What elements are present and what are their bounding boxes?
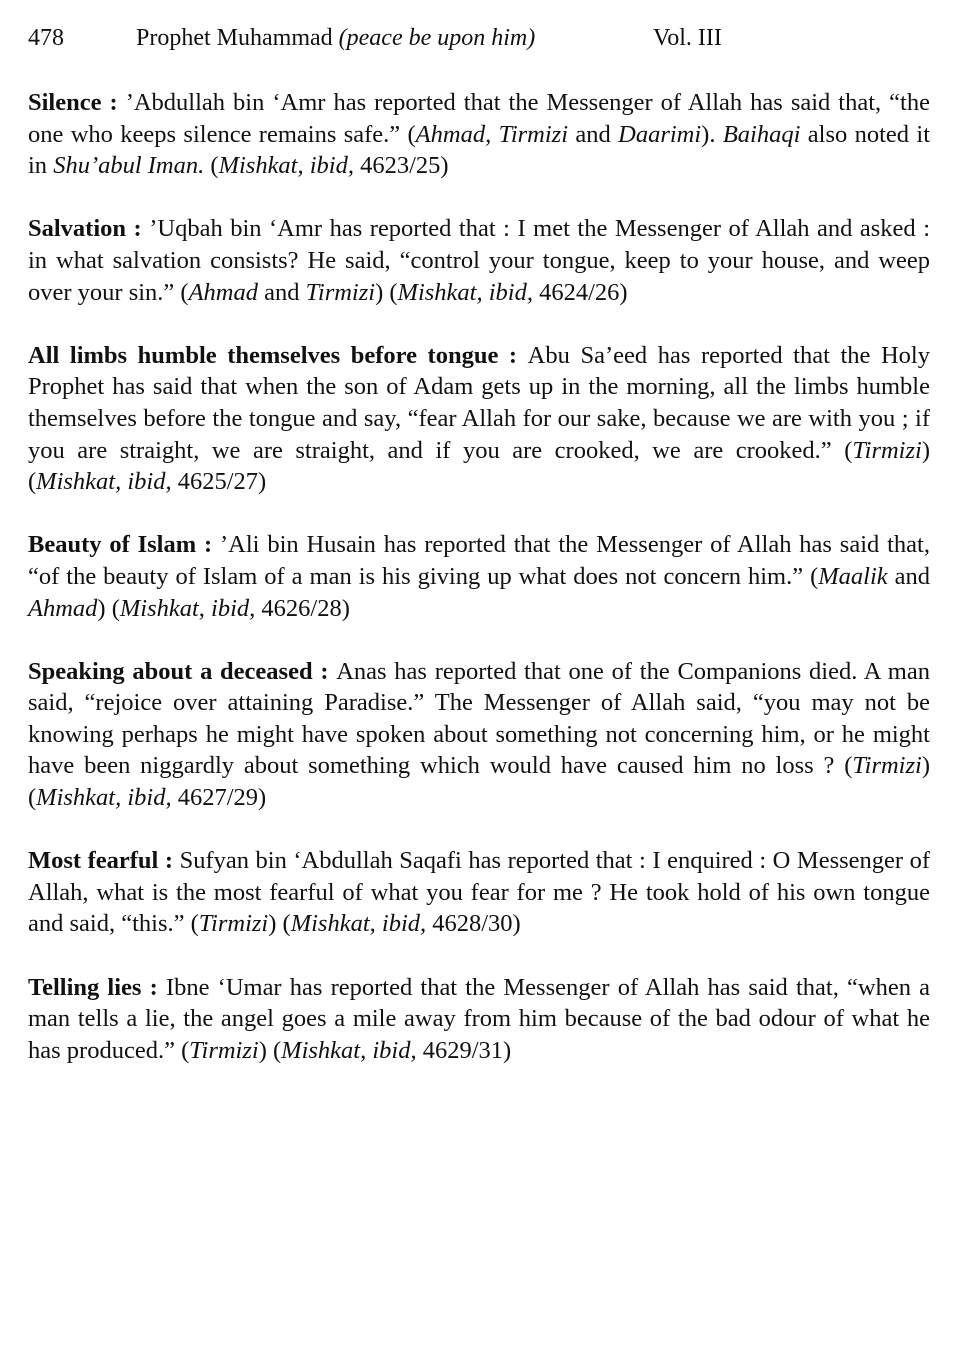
body-text: 4629/31) — [416, 1036, 512, 1064]
body-text: ) ( — [268, 910, 291, 938]
citation-text: Tirmizi — [198, 910, 269, 938]
book-page — [28, 18, 930, 1098]
body-text: ) ( — [28, 752, 930, 812]
entry-speaking-about-deceased — [28, 656, 930, 814]
citation-text: Ahmad, Tirmizi — [415, 120, 569, 148]
citation-text: Tirmizi — [852, 752, 922, 780]
citation-text: Mishkat, ibid, — [36, 468, 172, 496]
body-text: and — [887, 562, 930, 590]
citation-text: Tirmizi — [852, 436, 922, 464]
body-text: ) ( — [375, 278, 398, 306]
entry-heading: Beauty of Islam : — [28, 531, 221, 559]
body-text: 4625/27) — [171, 468, 267, 496]
running-header — [28, 18, 930, 58]
book-title — [136, 18, 535, 58]
body-text: Sufyan bin ‘Abdullah Saqafi has reported that : I enquired : O Messenger of Allah, what is the most fearful of what you fear for me ? He took hold of his own tongue and said, “this.” ( — [28, 847, 930, 938]
entry-heading: Most fearful : — [28, 847, 180, 875]
entry-beauty-of-islam — [28, 529, 930, 624]
body-text: 4624/26) — [532, 278, 628, 306]
body-text: ) ( — [258, 1036, 282, 1064]
entry-heading: Silence : — [28, 89, 126, 116]
body-text: and — [568, 120, 619, 148]
body-text: also noted it in — [28, 120, 931, 180]
body-text: ’Uqbah bin ‘Amr has reported that : I met the Messenger of Allah and asked : in what salvation consists? He said, “control your tongue, keep to your house, and weep over your sin.” ( — [28, 215, 931, 306]
entry-heading: Salvation : — [28, 215, 150, 243]
entry-telling-lies — [28, 972, 930, 1067]
citation-text: Daarimi — [618, 120, 702, 148]
citation-text: Mishkat, ibid, — [281, 1036, 417, 1064]
body-text: Abu Sa’eed has reported that the Holy Prophet has said that when the son of Adam gets up in the morning, all the limbs humble themselves before the tongue and say, “fear Allah for our sake, because we are with you ; if you are straight, we are straight, and if you are crooked, we are crooked.” ( — [28, 341, 930, 464]
citation-text: Ahmad — [28, 594, 98, 622]
body-text: ’Ali bin Husain has reported that the Messenger of Allah has said that, “of the beauty of Islam of a man is his giving up what does not concern him.” ( — [28, 531, 930, 590]
body-text: 4628/30) — [426, 910, 521, 938]
entry-heading: Telling lies : — [28, 973, 166, 1001]
citation-text: Ahmad — [188, 278, 258, 306]
entry-salvation — [28, 213, 930, 308]
citation-text: Maalik — [818, 562, 888, 590]
entry-most-fearful — [28, 845, 930, 940]
body-text: Ibne ‘Umar has reported that the Messenger of Allah has said that, “when a man tells a lie, the angel goes a mile away from him because of the bad odour of what he has produced.” ( — [28, 973, 930, 1064]
body-text: 4627/29) — [171, 784, 267, 812]
citation-text: Tirmizi — [305, 278, 376, 306]
entry-silence — [28, 87, 930, 182]
citation-text: Mishkat, ibid, — [218, 152, 354, 180]
body-text: Anas has reported that one of the Companions died. A man said, “rejoice over attaining Paradise.” The Messenger of Allah said, “you may not be knowing perhaps he might have spoken about something not concerning him, or he might have been niggardly about something which would have caused him no loss ? ( — [28, 657, 930, 780]
body-text: ’Abdullah bin ‘Amr has reported that the Messenger of Allah has said that, “the one who keeps silence remains safe.” ( — [28, 89, 930, 148]
entry-heading: All limbs humble themselves before tongue : — [28, 341, 528, 369]
citation-text: Mishkat, ibid, — [397, 278, 533, 306]
body-text: ). — [701, 120, 723, 148]
body-text: 4623/25) — [353, 152, 449, 180]
body-text: ) ( — [97, 594, 120, 622]
book-title-italic: (peace be upon him) — [338, 25, 536, 51]
book-title-main: Prophet Muhammad — [136, 25, 333, 51]
citation-text: Tirmizi — [189, 1036, 259, 1064]
citation-text: Mishkat, ibid, — [36, 784, 172, 812]
body-text: ( — [204, 152, 219, 180]
entry-limbs-humble — [28, 340, 930, 498]
citation-text: Shu’abul Iman. — [53, 152, 205, 180]
citation-text: Baihaqi — [722, 120, 801, 148]
body-text: and — [258, 278, 306, 306]
body-text: ) ( — [28, 436, 930, 496]
volume-label: Vol. III — [653, 25, 722, 51]
page-number: 478 — [28, 25, 64, 51]
citation-text: Mishkat, ibid, — [290, 910, 427, 938]
citation-text: Mishkat, ibid, — [119, 594, 256, 622]
entry-heading: Speaking about a deceased : — [28, 657, 337, 685]
body-text: 4626/28) — [255, 594, 350, 622]
